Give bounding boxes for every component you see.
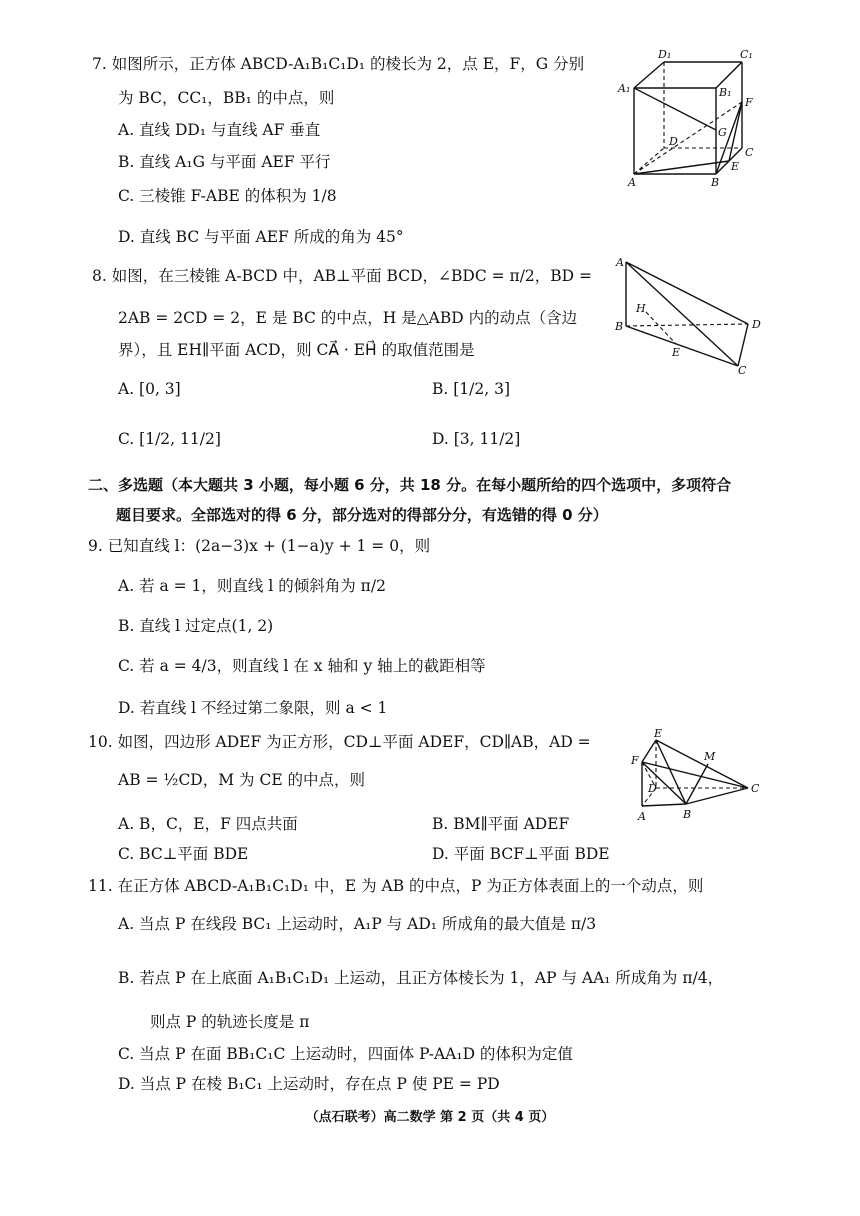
q10-option-b: B. BM∥平面 ADEF [432, 815, 570, 833]
q10-option-a: A. B，C，E，F 四点共面 [118, 815, 298, 833]
q11-option-a: A. 当点 P 在线段 BC₁ 上运动时，A₁P 与 AD₁ 所成角的最大值是 π/3 [118, 915, 597, 933]
q7-option-b: B. 直线 A₁G 与平面 AEF 平行 [118, 153, 331, 171]
q8-option-b: B. [1/2, 3] [432, 380, 510, 398]
q7-option-c: C. 三棱锥 F-ABE 的体积为 1/8 [118, 187, 337, 205]
q7-stem-line1: 7. 如图所示，正方体 ABCD-A₁B₁C₁D₁ 的棱长为 2，点 E，F，G 分别 [92, 55, 585, 73]
fig7-label-g: G [718, 126, 727, 139]
q8-stem-line2: 2AB = 2CD = 2，E 是 BC 的中点，H 是△ABD 内的动点（含边 [118, 309, 578, 327]
q11-option-d: D. 当点 P 在棱 B₁C₁ 上运动时，存在点 P 使 PE = PD [118, 1075, 500, 1093]
fig7-label-a: A [628, 176, 636, 189]
q7-option-d: D. 直线 BC 与平面 AEF 所成的角为 45° [118, 228, 404, 246]
q11-option-c: C. 当点 P 在面 BB₁C₁C 上运动时，四面体 P-AA₁D 的体积为定值 [118, 1045, 573, 1063]
q8-option-c: C. [1/2, 11/2] [118, 430, 221, 448]
fig7-label-d1: D₁ [658, 48, 672, 61]
fig10-label-c: C [751, 782, 760, 795]
fig8-label-d: D [752, 318, 761, 331]
fig7-label-a1: A₁ [618, 82, 631, 95]
q7-stem-line2: 为 BC，CC₁，BB₁ 的中点，则 [118, 89, 335, 107]
fig8-label-c: C [738, 364, 747, 377]
fig7-label-b: B [711, 176, 720, 189]
q7-cube-figure [612, 40, 772, 190]
q9-option-d: D. 若直线 l 不经过第二象限，则 a < 1 [118, 699, 388, 717]
fig8-label-b: B [615, 320, 624, 333]
q8-option-d: D. [3, 11/2] [432, 430, 521, 448]
fig7-label-b1: B₁ [719, 86, 732, 99]
fig7-label-c1: C₁ [740, 48, 753, 61]
fig7-label-e: E [731, 160, 740, 173]
q9-stem: 9. 已知直线 l：(2a−3)x + (1−a)y + 1 = 0，则 [88, 537, 431, 555]
q10-stem-line2: AB = ½CD，M 为 CE 的中点，则 [118, 771, 366, 789]
fig10-label-m: M [704, 750, 716, 763]
q10-stem-line1: 10. 如图，四边形 ADEF 为正方形，CD⊥平面 ADEF，CD∥AB，AD = [88, 733, 591, 751]
section-2-heading-line2: 题目要求。全部选对的得 6 分，部分选对的得部分分，有选错的得 0 分） [116, 506, 608, 524]
q9-option-c: C. 若 a = 4/3，则直线 l 在 x 轴和 y 轴上的截距相等 [118, 657, 486, 675]
fig10-label-a: A [638, 810, 646, 823]
q8-stem-line3: 界），且 EH∥平面 ACD，则 CA⃗ · EH⃗ 的取值范围是 [118, 341, 475, 359]
fig10-label-d: D [648, 782, 657, 795]
fig10-label-b: B [683, 808, 692, 821]
q11-option-b-line2: 则点 P 的轨迹长度是 π [150, 1013, 310, 1031]
fig7-label-c: C [745, 146, 754, 159]
q11-option-b-line1: B. 若点 P 在上底面 A₁B₁C₁D₁ 上运动，且正方体棱长为 1，AP 与 AA₁ 所成角为 π/4， [118, 969, 724, 987]
fig7-label-f: F [745, 96, 753, 109]
fig10-label-f: F [631, 754, 639, 767]
fig7-label-d: D [669, 135, 678, 148]
page-footer: （点石联考）高二数学 第 2 页（共 4 页） [305, 1110, 555, 1125]
q11-stem: 11. 在正方体 ABCD-A₁B₁C₁D₁ 中，E 为 AB 的中点，P 为正方体表面上的一个动点，则 [88, 877, 704, 895]
q8-option-a: A. [0, 3] [118, 380, 181, 398]
q9-option-b: B. 直线 l 过定点(1, 2) [118, 617, 274, 635]
fig8-label-h: H [636, 302, 646, 315]
q8-pyramid-figure [610, 252, 770, 377]
q10-option-d: D. 平面 BCF⊥平面 BDE [432, 845, 610, 863]
q10-option-c: C. BC⊥平面 BDE [118, 845, 249, 863]
section-2-heading-line1: 二、多选题（本大题共 3 小题，每小题 6 分，共 18 分。在每小题所给的四个选项中，多项符合 [88, 476, 732, 494]
q8-stem-line1: 8. 如图，在三棱锥 A-BCD 中，AB⊥平面 BCD，∠BDC = π/2，BD = [92, 267, 593, 285]
q7-option-a: A. 直线 DD₁ 与直线 AF 垂直 [118, 121, 321, 139]
fig8-label-e: E [672, 346, 681, 359]
q9-option-a: A. 若 a = 1，则直线 l 的倾斜角为 π/2 [118, 577, 386, 595]
q10-figure [628, 728, 768, 823]
fig10-label-e: E [654, 728, 663, 740]
fig8-label-a: A [616, 256, 624, 269]
